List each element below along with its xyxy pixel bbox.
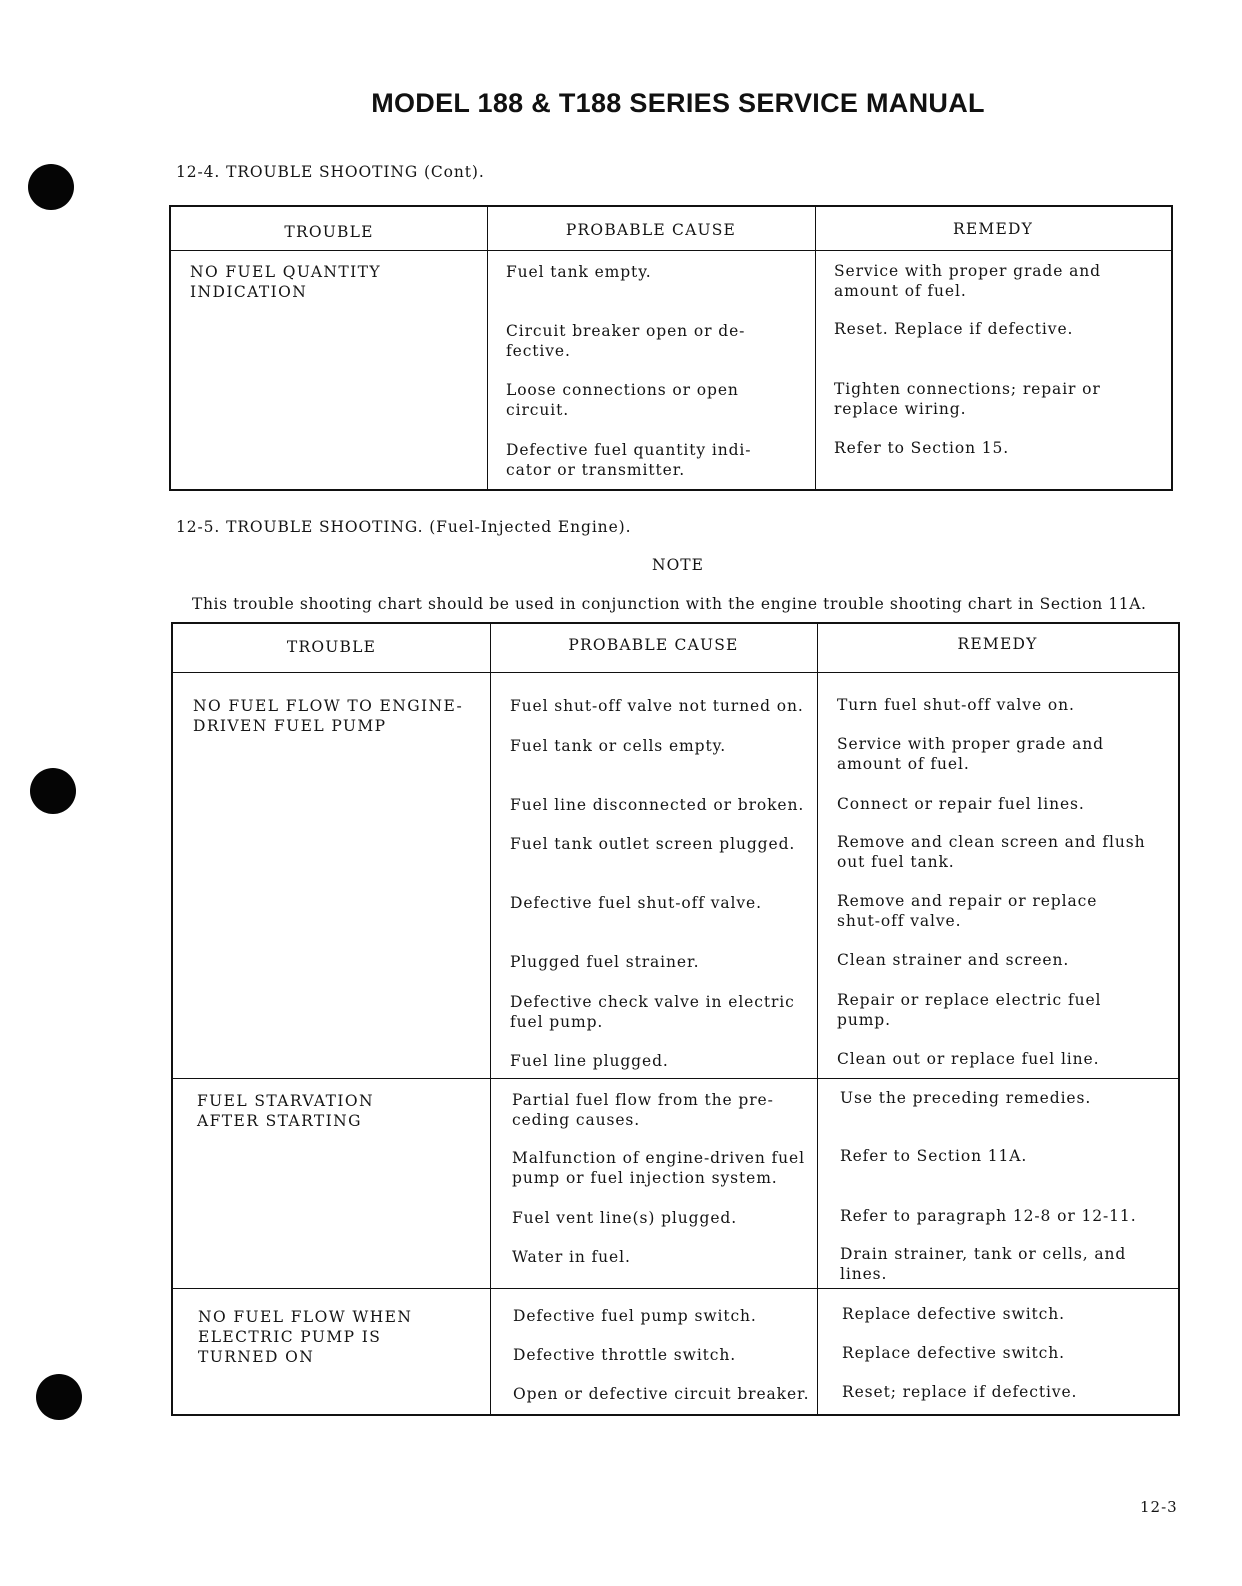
note-label: NOTE bbox=[652, 556, 704, 574]
remedy-cell: Remove and repair or replace shut-off valve. bbox=[837, 892, 1098, 930]
remedy-cell: Drain strainer, tank or cells, and lines. bbox=[840, 1245, 1127, 1283]
cause-cell: Defective fuel quantity indi- cator or transmitter. bbox=[506, 441, 752, 479]
remedy-cell: Tighten connections; repair or replace wiring. bbox=[834, 380, 1101, 418]
binder-hole bbox=[28, 164, 74, 210]
group-divider bbox=[173, 1288, 1178, 1289]
header-divider bbox=[171, 250, 1171, 251]
remedy-cell: Connect or repair fuel lines. bbox=[837, 795, 1085, 813]
remedy-cell: Clean out or replace fuel line. bbox=[837, 1050, 1100, 1068]
cause-cell: Fuel tank outlet screen plugged. bbox=[510, 835, 796, 853]
remedy-cell: Remove and clean screen and flush out fuel tank. bbox=[837, 833, 1146, 871]
remedy-cell: Repair or replace electric fuel pump. bbox=[837, 991, 1102, 1029]
header-divider bbox=[173, 672, 1178, 673]
cause-cell: Fuel line plugged. bbox=[510, 1052, 669, 1070]
cause-cell: Circuit breaker open or de- fective. bbox=[506, 322, 746, 360]
remedy-cell: Turn fuel shut-off valve on. bbox=[837, 696, 1075, 714]
cause-cell: Defective fuel pump switch. bbox=[513, 1307, 757, 1325]
remedy-cell: Service with proper grade and amount of fuel. bbox=[834, 262, 1101, 300]
column-header-cause: PROBABLE CAUSE bbox=[565, 221, 737, 239]
trouble-cell: FUEL STARVATION AFTER STARTING bbox=[197, 1092, 374, 1130]
column-header-remedy: REMEDY bbox=[957, 635, 1038, 653]
trouble-table-12-4 bbox=[169, 205, 1173, 491]
cause-cell: Fuel vent line(s) plugged. bbox=[512, 1209, 738, 1227]
cause-cell: Defective throttle switch. bbox=[513, 1346, 737, 1364]
column-header-trouble: TROUBLE bbox=[284, 223, 374, 241]
note-text: This trouble shooting chart should be used in conjunction with the engine trouble shooting chart in Section 11A. bbox=[192, 595, 1147, 613]
binder-hole bbox=[30, 768, 76, 814]
page-number: 12-3 bbox=[1140, 1498, 1178, 1516]
remedy-cell: Replace defective switch. bbox=[842, 1305, 1065, 1323]
remedy-cell: Refer to Section 11A. bbox=[840, 1147, 1028, 1165]
remedy-cell: Refer to paragraph 12-8 or 12-11. bbox=[840, 1207, 1137, 1225]
cause-cell: Fuel shut-off valve not turned on. bbox=[510, 697, 804, 715]
remedy-cell: Use the preceding remedies. bbox=[840, 1089, 1092, 1107]
group-divider bbox=[173, 1078, 1178, 1079]
column-divider bbox=[817, 624, 818, 1414]
column-header-cause: PROBABLE CAUSE bbox=[568, 636, 739, 654]
cause-cell: Partial fuel flow from the pre- ceding causes. bbox=[512, 1091, 774, 1129]
remedy-cell: Refer to Section 15. bbox=[834, 439, 1010, 457]
section-heading-12-4: 12-4. TROUBLE SHOOTING (Cont). bbox=[176, 163, 485, 181]
cause-cell: Open or defective circuit breaker. bbox=[513, 1385, 810, 1403]
binder-hole bbox=[36, 1374, 82, 1420]
cause-cell: Plugged fuel strainer. bbox=[510, 953, 700, 971]
column-header-remedy: REMEDY bbox=[952, 220, 1034, 238]
cause-cell: Fuel tank or cells empty. bbox=[510, 737, 727, 755]
cause-cell: Loose connections or open circuit. bbox=[506, 381, 739, 419]
section-heading-12-5: 12-5. TROUBLE SHOOTING. (Fuel-Injected Engine). bbox=[176, 518, 632, 536]
trouble-table-12-5 bbox=[171, 622, 1180, 1416]
cause-cell: Fuel line disconnected or broken. bbox=[510, 796, 805, 814]
remedy-cell: Clean strainer and screen. bbox=[837, 951, 1070, 969]
cause-cell: Water in fuel. bbox=[512, 1248, 631, 1266]
cause-cell: Defective check valve in electric fuel pump. bbox=[510, 993, 795, 1031]
trouble-cell: NO FUEL FLOW WHEN ELECTRIC PUMP IS TURNED ON bbox=[198, 1308, 413, 1366]
cause-cell: Fuel tank empty. bbox=[506, 263, 652, 281]
column-divider bbox=[490, 624, 491, 1414]
remedy-cell: Service with proper grade and amount of fuel. bbox=[837, 735, 1104, 773]
remedy-cell: Replace defective switch. bbox=[842, 1344, 1065, 1362]
cause-cell: Defective fuel shut-off valve. bbox=[510, 894, 762, 912]
remedy-cell: Reset; replace if defective. bbox=[842, 1383, 1078, 1401]
trouble-cell: NO FUEL FLOW TO ENGINE- DRIVEN FUEL PUMP bbox=[193, 697, 464, 735]
page-title: MODEL 188 & T188 SERIES SERVICE MANUAL bbox=[371, 88, 985, 118]
column-header-trouble: TROUBLE bbox=[286, 638, 377, 656]
cause-cell: Malfunction of engine-driven fuel pump or fuel injection system. bbox=[512, 1149, 805, 1187]
remedy-cell: Reset. Replace if defective. bbox=[834, 320, 1074, 338]
trouble-cell: NO FUEL QUANTITY INDICATION bbox=[190, 263, 382, 301]
